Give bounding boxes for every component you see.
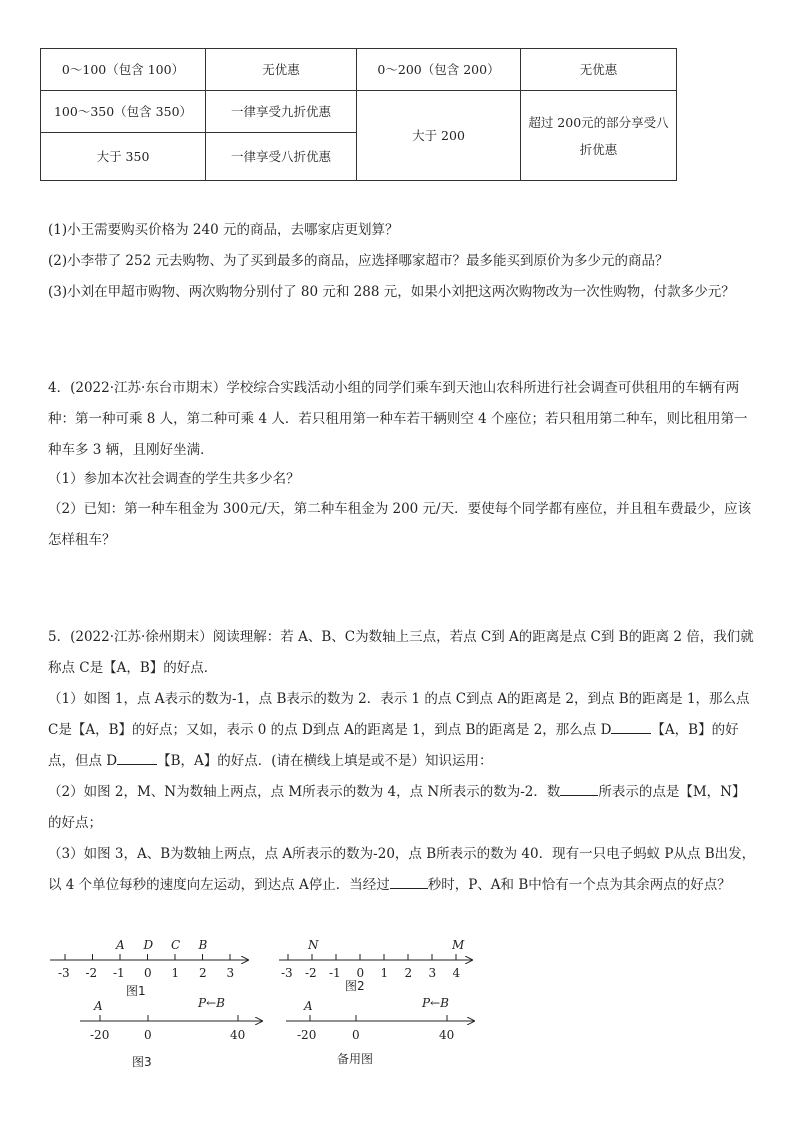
q5-sub3 xyxy=(48,839,758,901)
q5-sub2 xyxy=(48,777,758,839)
figure-2-caption: 图2 xyxy=(345,979,365,993)
number-line-figures xyxy=(0,930,794,1080)
discount-table xyxy=(40,48,677,181)
answer-blank-3[interactable] xyxy=(560,782,598,796)
figure-spare xyxy=(286,996,474,1066)
point-label-a: A xyxy=(304,999,313,1013)
figure-1-caption: 图1 xyxy=(126,984,146,998)
q5-sub1-text-c: 【B，A】的好点．(请在横线上填是或不是）知识运用： xyxy=(157,753,493,769)
q5-sub2-text-b: 所表示的点是【M，N】的好点； xyxy=(48,784,746,831)
tick-label: -20 xyxy=(90,1028,110,1042)
tick-label: -3 xyxy=(58,966,70,980)
table-cell: 100～350（包含 350） xyxy=(41,91,206,133)
table-cell: 大于 200 xyxy=(357,91,521,181)
figure-spare-caption: 备用图 xyxy=(337,1052,374,1066)
tick-label: 1 xyxy=(171,966,180,980)
tick-label: 3 xyxy=(428,966,437,980)
tick-label: -20 xyxy=(297,1028,317,1042)
figure-3-caption: 图3 xyxy=(132,1055,152,1069)
tick-label: 2 xyxy=(199,966,207,980)
q5-stem: 5．(2022·江苏·徐州期末）阅读理解：若 A、B、C为数轴上三点，若点 C到 A的距离是点 C到 B的距离 2 倍，我们就称点 C是【A，B】的好点． xyxy=(48,629,754,676)
table-cell: 0～100（包含 100） xyxy=(41,49,206,91)
tick-label: 0 xyxy=(144,966,152,980)
figure-1 xyxy=(50,938,248,998)
tick-label: 2 xyxy=(404,966,413,980)
tick-label: -1 xyxy=(113,966,125,980)
table-cell: 大于 350 xyxy=(41,133,206,181)
point-label: M xyxy=(452,938,465,952)
tick-label: 0 xyxy=(144,1028,152,1042)
point-label: N xyxy=(308,938,319,952)
tick-label: 1 xyxy=(380,966,389,980)
table-cell: 无优惠 xyxy=(206,49,357,91)
q4-stem: 4．(2022·江苏·东台市期末）学校综合实践活动小组的同学们乘车到天池山农科所进行社会调查可供租用的车辆有两种：第一种可乘 8 人，第二种可乘 4 人．若只租用第一种车若干辆则空 4 个座位；若只租用第二种车，则比租用第一种车多 3 辆，且刚好坐满． xyxy=(48,380,748,458)
q5-sub1 xyxy=(48,684,758,777)
tick-label: 0 xyxy=(352,1028,360,1042)
tick-label: 40 xyxy=(439,1028,455,1042)
table-cell: 一律享受八折优惠 xyxy=(206,133,357,181)
q5-sub2-text-a: （2）如图 2，M、N为数轴上两点，点 M所表示的数为 4，点 N所表示的数为-2．数 xyxy=(48,784,561,800)
q3-sub1: (1)小王需要购买价格为 240 元的商品，去哪家店更划算？ xyxy=(48,222,399,238)
figure-3 xyxy=(80,996,262,1069)
table-cell: 一律享受九折优惠 xyxy=(206,91,357,133)
table-cell: 无优惠 xyxy=(521,49,677,91)
q5-sub1-text-b: 【A，B】的好点，但点 D xyxy=(48,722,739,769)
tick-label: 3 xyxy=(226,966,235,980)
q5-sub3-text-b: 秒时，P、A和 B中恰有一个点为其余两点的好点？ xyxy=(427,877,731,893)
tick-label: -2 xyxy=(85,966,98,980)
point-label-a: A xyxy=(94,999,103,1013)
answer-blank-2[interactable] xyxy=(117,751,157,765)
point-label: C xyxy=(171,938,181,952)
point-label: A xyxy=(116,938,125,952)
table-row xyxy=(41,91,677,133)
q5-sub3-text-a: （3）如图 3，A、B为数轴上两点，点 A所表示的数为-20，点 B所表示的数为 40．现有一只电子蚂蚁 P从点 B出发，以 4 个单位每秒的速度向左运动，到达点 A停止．当经过 xyxy=(48,846,756,893)
tick-label: 4 xyxy=(452,966,461,980)
point-label: B xyxy=(198,938,208,952)
answer-blank-1[interactable] xyxy=(611,720,651,734)
q4-sub1: （1）参加本次社会调查的学生共多少名？ xyxy=(48,471,300,487)
q4-sub2: （2）已知：第一种车租金为 300元/天，第二种车租金为 200 元/天．要使每个同学都有座位，并且租车费最少，应该怎样租车？ xyxy=(48,501,752,548)
answer-blank-4[interactable] xyxy=(390,875,428,889)
table-row xyxy=(41,49,677,91)
q5-sub1-text-a: （1）如图 1，点 A表示的数为-1，点 B表示的数为 2．表示 1 的点 C到点 A的距离是 2，到点 B的距离是 1，那么点 C是【A，B】的好点；又如，表示 0 的点 D到点 A的距离是 1，到点 B的距离是 2，那么点 D xyxy=(48,691,750,738)
tick-label: -2 xyxy=(305,966,317,980)
table-cell: 超过 200元的部分享受八折优惠 xyxy=(521,91,677,181)
table-cell: 0～200（包含 200） xyxy=(357,49,521,91)
tick-label: 40 xyxy=(230,1028,246,1042)
point-label: D xyxy=(143,938,154,952)
figure-2 xyxy=(279,938,472,993)
point-label-p-b: P←B xyxy=(198,996,225,1010)
tick-label: 0 xyxy=(356,966,365,980)
tick-label: -3 xyxy=(281,966,293,980)
q3-sub2: (2)小李带了 252 元去购物、为了买到最多的商品，应选择哪家超市？最多能买到原价为多少元的商品？ xyxy=(48,253,669,269)
point-label-p-b: P←B xyxy=(422,996,449,1010)
tick-label: -1 xyxy=(329,966,341,980)
q3-sub3: (3)小刘在甲超市购物、两次购物分别付了 80 元和 288 元，如果小刘把这两次购物改为一次性购物，付款多少元？ xyxy=(48,284,735,300)
